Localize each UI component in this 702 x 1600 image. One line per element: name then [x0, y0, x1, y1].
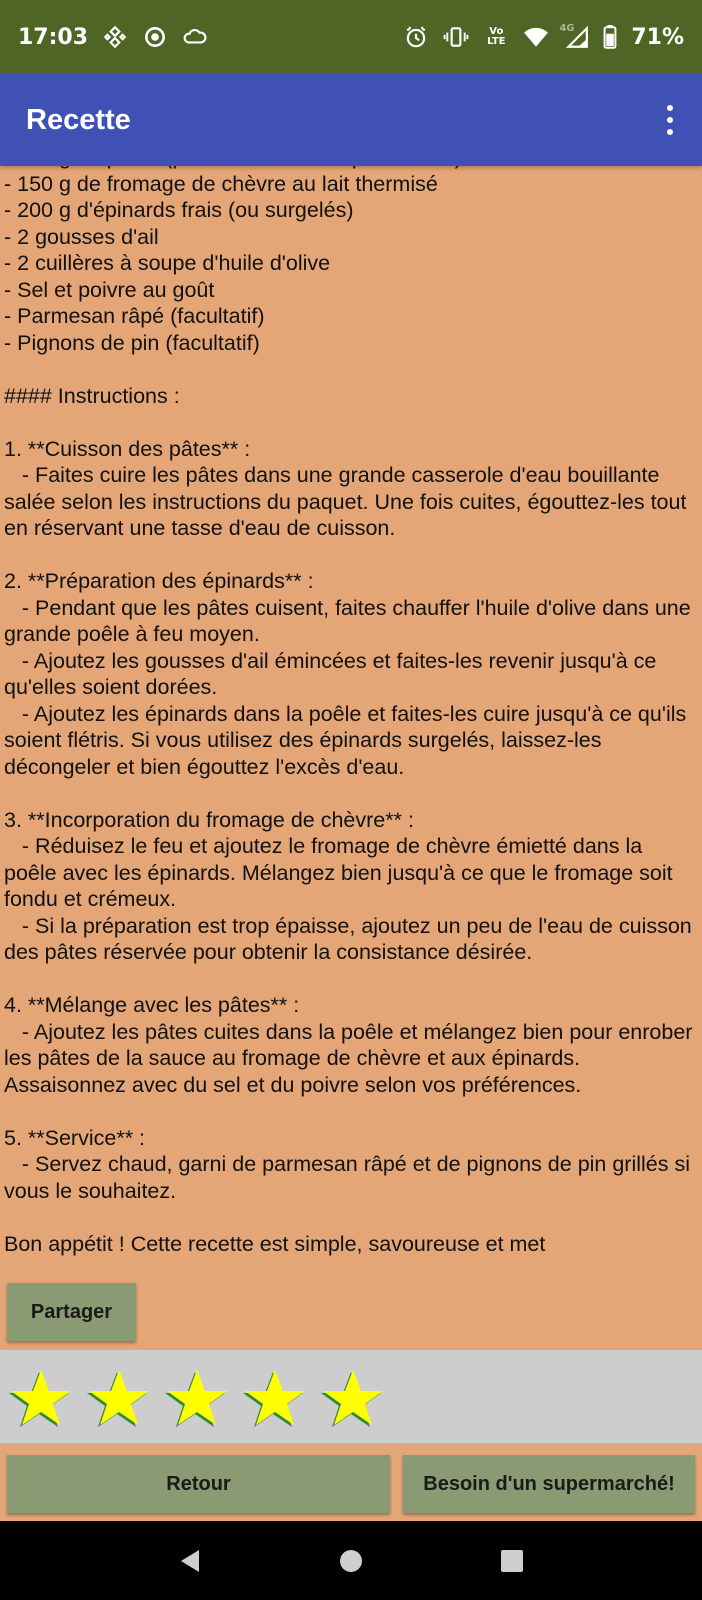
network-type-label: 4G: [559, 23, 575, 34]
recents-square-icon[interactable]: [497, 1546, 527, 1576]
vibrate-icon: [443, 24, 469, 50]
page-title: Recette: [26, 103, 131, 136]
volte-bottom-label: LTE: [487, 36, 506, 47]
target-icon: [142, 24, 168, 50]
status-time: 17:03: [18, 24, 89, 50]
back-triangle-icon[interactable]: [175, 1546, 205, 1576]
app-bar: [0, 74, 702, 166]
menu-dot: [667, 117, 673, 123]
star-icon[interactable]: [239, 1362, 309, 1432]
share-button[interactable]: Partager: [7, 1283, 136, 1341]
status-right: [403, 24, 684, 50]
volte-top-label: Vo: [489, 26, 504, 37]
wifi-icon: [523, 24, 549, 50]
recipe-text: - 150 g de fromage de chèvre au lait thermisé - 200 g d'épinards frais (ou surgelés) - 2 gousses d'ail - 2 cuillères à soupe d'huile d'olive - Sel et poivre au goût - Parmesan râpé (facultatif) - Pignons de pin (facultatif) #### Instructions : 1. **Cuisson des pâtes** : - Faites cuire les pâtes dans une grande casserole d'eau bouillante salée selon les instructions du paquet. Une fois cuites, égouttez-les tout en réservant une tasse d'eau de cuisson. 2. **Préparation des épinards** : - Pendant que les pâtes cuisent, faites chauffer l'huile d'olive dans une grande poêle à feu moyen. - Ajoutez les gousses d'ail émincées et faites-les revenir jusqu'à ce qu'elles soient dorées. - Ajoutez les épinards dans la poêle et faites-les cuire jusqu'à ce qu'ils soient flétris. Si vous utilisez des épinards surgelés, laissez-les décongeler et bien égouttez l'excès d'eau. 3. **Incorporation du fromage de chèvre** : - Réduisez le feu et ajoutez le fromage de chèvre émietté dans la poêle avec les épinards. Mélangez bien jusqu'à ce que le fromage soit fondu et crémeux. - Si la préparation est trop épaisse, ajoutez un peu de l'eau de cuisson des pâtes réservée pour obtenir la consistance désirée. 4. **Mélange avec les pâtes** : - Ajoutez les pâtes cuites dans la poêle et mélangez bien pour enrober les pâtes de la sauce au fromage de chèvre et aux épinards. Assaisonnez avec du sel et du poivre selon vos préférences. 5. **Service** : - Servez chaud, garni de parmesan râpé et de pignons de pin grillés si vous le souhaitez. Bon appétit ! Cette recette est simple, savoureuse et met: [4, 171, 693, 1256]
cloud-icon: [182, 24, 208, 50]
signal-icon: [559, 23, 589, 50]
menu-dot: [667, 105, 673, 111]
menu-dot: [667, 129, 673, 135]
recipe-scroll-area[interactable]: [0, 146, 702, 1264]
volte-icon: [483, 24, 509, 50]
home-circle-icon[interactable]: [336, 1546, 366, 1576]
star-icon[interactable]: [5, 1362, 75, 1432]
star-icon[interactable]: [161, 1362, 231, 1432]
rating-bar[interactable]: [0, 1350, 702, 1443]
back-button[interactable]: Retour: [7, 1455, 390, 1513]
status-bar: [0, 0, 702, 74]
overflow-menu-icon[interactable]: [664, 105, 676, 135]
supermarket-button[interactable]: Besoin d'un supermarché!: [403, 1455, 695, 1513]
battery-icon: [603, 24, 617, 50]
star-icon[interactable]: [317, 1362, 387, 1432]
battery-percent: 71%: [631, 24, 684, 50]
bottom-button-row: [0, 1443, 702, 1521]
binance-icon: [102, 24, 128, 50]
star-icon[interactable]: [83, 1362, 153, 1432]
alarm-icon: [403, 24, 429, 50]
system-nav-bar: [0, 1521, 702, 1600]
status-left: [18, 24, 208, 50]
